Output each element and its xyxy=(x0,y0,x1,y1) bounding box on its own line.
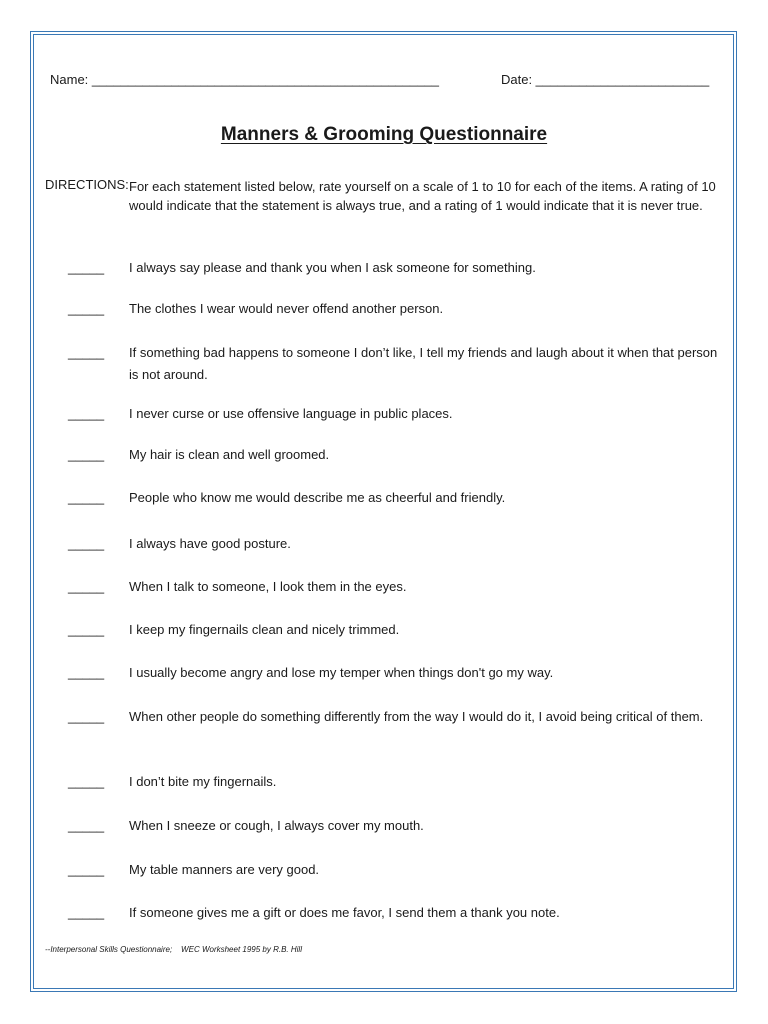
rating-blank[interactable]: _____ xyxy=(68,406,105,421)
rating-blank[interactable]: _____ xyxy=(68,490,105,505)
date-field[interactable]: Date: ________________________ xyxy=(501,72,710,87)
rating-blank[interactable]: _____ xyxy=(68,579,105,594)
directions-label: DIRECTIONS: xyxy=(45,177,129,192)
rating-blank[interactable]: _____ xyxy=(68,447,105,462)
statement-text: People who know me would describe me as cheerful and friendly. xyxy=(129,490,506,505)
statement-text: The clothes I wear would never offend another person. xyxy=(129,301,444,316)
statement-text: When I sneeze or cough, I always cover my mouth. xyxy=(129,818,424,833)
rating-blank[interactable]: _____ xyxy=(68,905,105,920)
rating-blank[interactable]: _____ xyxy=(68,345,105,360)
rating-blank[interactable]: _____ xyxy=(68,709,105,724)
statement-text: My hair is clean and well groomed. xyxy=(129,447,330,462)
statement-text: If something bad happens to someone I don’t like, I tell my friends and laugh about it when that person is not around. xyxy=(129,345,718,382)
statement-text: I always say please and thank you when I ask someone for something. xyxy=(129,260,536,275)
rating-blank[interactable]: _____ xyxy=(68,260,105,275)
page-title: Manners & Grooming Questionnaire xyxy=(220,124,548,145)
statement-text: I usually become angry and lose my temper when things don't go my way. xyxy=(129,665,554,680)
statement-text: If someone gives me a gift or does me favor, I send them a thank you note. xyxy=(129,905,560,920)
rating-blank[interactable]: _____ xyxy=(68,665,105,680)
rating-blank[interactable]: _____ xyxy=(68,301,105,316)
name-field[interactable]: Name: ________________________________________________ xyxy=(50,72,439,87)
statement-text: I always have good posture. xyxy=(129,536,291,551)
rating-blank[interactable]: _____ xyxy=(68,536,105,551)
statement-text: I don’t bite my fingernails. xyxy=(129,774,277,789)
directions-text: For each statement listed below, rate yourself on a scale of 1 to 10 for each of the items. A rating of 10 would indicate that the statement is always true, and a rating of 1 would indicate that it is never true. xyxy=(129,179,716,213)
statement-text: My table manners are very good. xyxy=(129,862,320,877)
rating-blank[interactable]: _____ xyxy=(68,774,105,789)
statement-text: When other people do something differently from the way I would do it, I avoid being critical of them. xyxy=(129,709,704,724)
footer-citation: --Interpersonal Skills Questionnaire; WEC Worksheet 1995 by R.B. Hill xyxy=(45,945,302,954)
statement-text: I keep my fingernails clean and nicely trimmed. xyxy=(129,622,400,637)
statement-text: I never curse or use offensive language in public places. xyxy=(129,406,453,421)
rating-blank[interactable]: _____ xyxy=(68,818,105,833)
rating-blank[interactable]: _____ xyxy=(68,622,105,637)
statement-text: When I talk to someone, I look them in the eyes. xyxy=(129,579,407,594)
rating-blank[interactable]: _____ xyxy=(68,862,105,877)
